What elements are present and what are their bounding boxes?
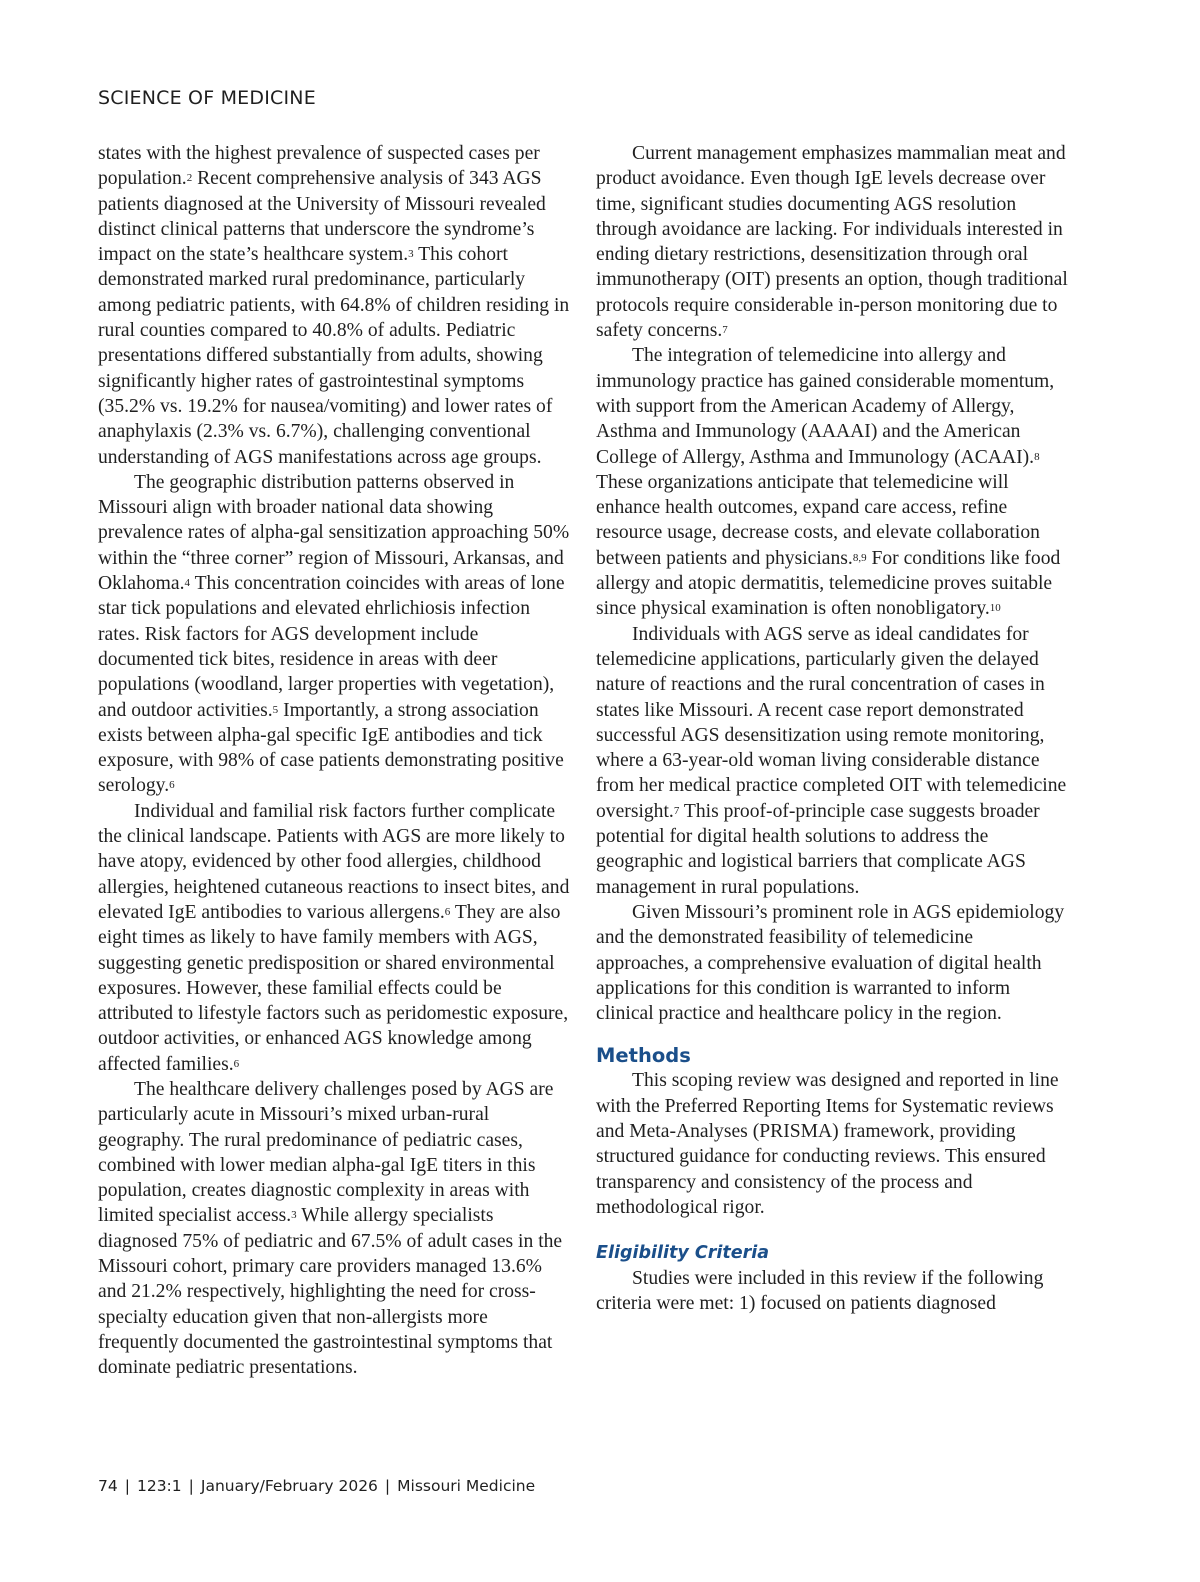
citation: 10 bbox=[989, 602, 1001, 615]
citation: 2 bbox=[186, 172, 193, 185]
page-number: 74 bbox=[98, 1477, 118, 1495]
running-head: SCIENCE OF MEDICINE bbox=[98, 87, 316, 109]
citation: 3 bbox=[408, 248, 414, 261]
separator: | bbox=[124, 1477, 130, 1495]
paragraph: The geographic distribution patterns observed in Missouri align with broader national data showing prevalence rates of alpha-gal sensitization approaching 50% within the “three corner” region of Missouri, Arkansas, and Oklahoma.$^4$ This concentration coincides with areas of lone star tick populations and elevated ehrlichiosis infection rates. Risk factors for AGS development include documented tick bites, residence in areas with deer populations (woodland, larger properties with vegetation), and outdoor activities.$^5$ Importantly, a strong association exists between alpha-gal specific IgE antibodies and tick exposure, with 98% of case patients demonstrating positive serology.$^6$ bbox=[98, 471, 570, 797]
citation: 8,9 bbox=[852, 551, 867, 564]
paragraph: Current management emphasizes mammalian meat and product avoidance. Even though IgE levels decrease over time, significant studies documenting AGS resolution through avoidance are lacking. For individuals interested in ending dietary restrictions, desensitization through oral immunotherapy (OIT) presents an option, though traditional protocols require considerable in-person monitoring due to safety concerns.$^7$ bbox=[596, 143, 1068, 342]
right-column bbox=[596, 141, 1070, 1317]
citation: 4 bbox=[184, 577, 191, 590]
paragraph: Studies were included in this review if the following criteria were met: 1) focused on patients diagnosed bbox=[596, 1268, 1044, 1315]
citation: 6 bbox=[233, 1057, 240, 1070]
citation: 7 bbox=[673, 804, 680, 817]
citation: 6 bbox=[444, 905, 451, 918]
citation: 8 bbox=[1034, 450, 1040, 463]
citation: 3 bbox=[291, 1209, 297, 1222]
paragraph: Individual and familial risk factors further complicate the clinical landscape. Patients with AGS are more likely to have atopy, evidenced by other food allergies, childhood allergies, heightened cutaneous reactions to insect bites, and elevated IgE antibodies to various allergens.$^6$ They are also eight times as likely to have family members with AGS, suggesting genetic predisposition or shared environmental exposures. However, these familial effects could be attributed to lifestyle factors such as peridomestic exposure, outdoor activities, or enhanced AGS knowledge among affected families.$^6$ bbox=[98, 800, 570, 1075]
citation: 6 bbox=[169, 779, 175, 792]
paragraph: Given Missouri’s prominent role in AGS epidemiology and the demonstrated feasibility of telemedicine approaches, a comprehensive evaluation of digital health applications for this condition is warranted to inform clinical practice and healthcare policy in the region. bbox=[596, 901, 1065, 1025]
separator: | bbox=[188, 1477, 194, 1495]
paragraph: This scoping review was designed and reported in line with the Preferred Reporting Items for Systematic reviews and Meta-Analyses (PRISMA) framework, providing structured guidance for conducting reviews. This ensured transparency and consistency of the process and methodological rigor. bbox=[596, 1070, 1059, 1218]
paragraph: Individuals with AGS serve as ideal candidates for telemedicine applications, particularly given the delayed nature of reactions and the rural concentration of cases in states like Missouri. A recent case report demonstrated successful AGS desensitization using remote monitoring, where a 63-year-old woman living considerable distance from her medical practice completed OIT with telemedicine oversight.$^7$ This proof-of-principle case suggests broader potential for digital health solutions to address the geographic and logistical barriers that complicate AGS management in rural populations. bbox=[596, 623, 1067, 898]
separator: | bbox=[384, 1477, 391, 1495]
eligibility-criteria-heading: Eligibility Criteria bbox=[596, 1243, 770, 1264]
journal-name: Missouri Medicine bbox=[397, 1477, 536, 1495]
paragraph: The healthcare delivery challenges posed by AGS are particularly acute in Missouri’s mixed urban-rural geography. The rural predominance of pediatric cases, combined with lower median alpha-gal IgE titers in this population, creates diagnostic complexity in areas with limited specialist access.$^3$ While allergy specialists diagnosed 75% of pediatric and 67.5% of adult cases in the Missouri cohort, primary care providers managed 13.6% and 21.2% respectively, highlighting the need for cross-specialty education given that non-allergists more frequently documented the gastrointestinal symptoms that dominate pediatric presentations. bbox=[98, 1078, 563, 1379]
paragraph: states with the highest prevalence of suspected cases per population.$^2$ Recent comprehensive analysis of 343 AGS patients diagnosed at the University of Missouri revealed distinct clinical patterns that underscore the syndrome’s impact on the state’s healthcare system.$^3$ This cohort demonstrated marked rural predominance, particularly among pediatric patients, with 64.8% of children residing in rural counties compared to 40.8% of adults. Pediatric presentations differed substantially from adults, showing significantly higher rates of gastrointestinal symptoms (35.2% vs. 19.2% for nausea/vomiting) and lower rates of anaphylaxis (2.3% vs. 6.7%), challenging conventional understanding of AGS manifestations across age groups. bbox=[98, 143, 570, 468]
citation: 5 bbox=[272, 703, 279, 716]
citation: 7 bbox=[722, 324, 728, 337]
methods-heading: Methods bbox=[596, 1044, 691, 1068]
page-footer bbox=[98, 1477, 535, 1495]
issue-date: January/February 2026 bbox=[200, 1477, 378, 1495]
volume-issue: 123:1 bbox=[136, 1477, 182, 1495]
left-column bbox=[98, 141, 570, 1381]
paragraph: The integration of telemedicine into allergy and immunology practice has gained considerable momentum, with support from the American Academy of Allergy, Asthma and Immunology (AAAAI) and the American College of Allergy, Asthma and Immunology (ACAAI).$^8$ These organizations anticipate that telemedicine will enhance health outcomes, expand care access, refine resource usage, decrease costs, and elevate collaboration between patients and physicians.$^{8,9}$ For conditions like food allergy and atopic dermatitis, telemedicine proves suitable since physical examination is often nonobligatory.$^{10}$ bbox=[596, 345, 1061, 620]
